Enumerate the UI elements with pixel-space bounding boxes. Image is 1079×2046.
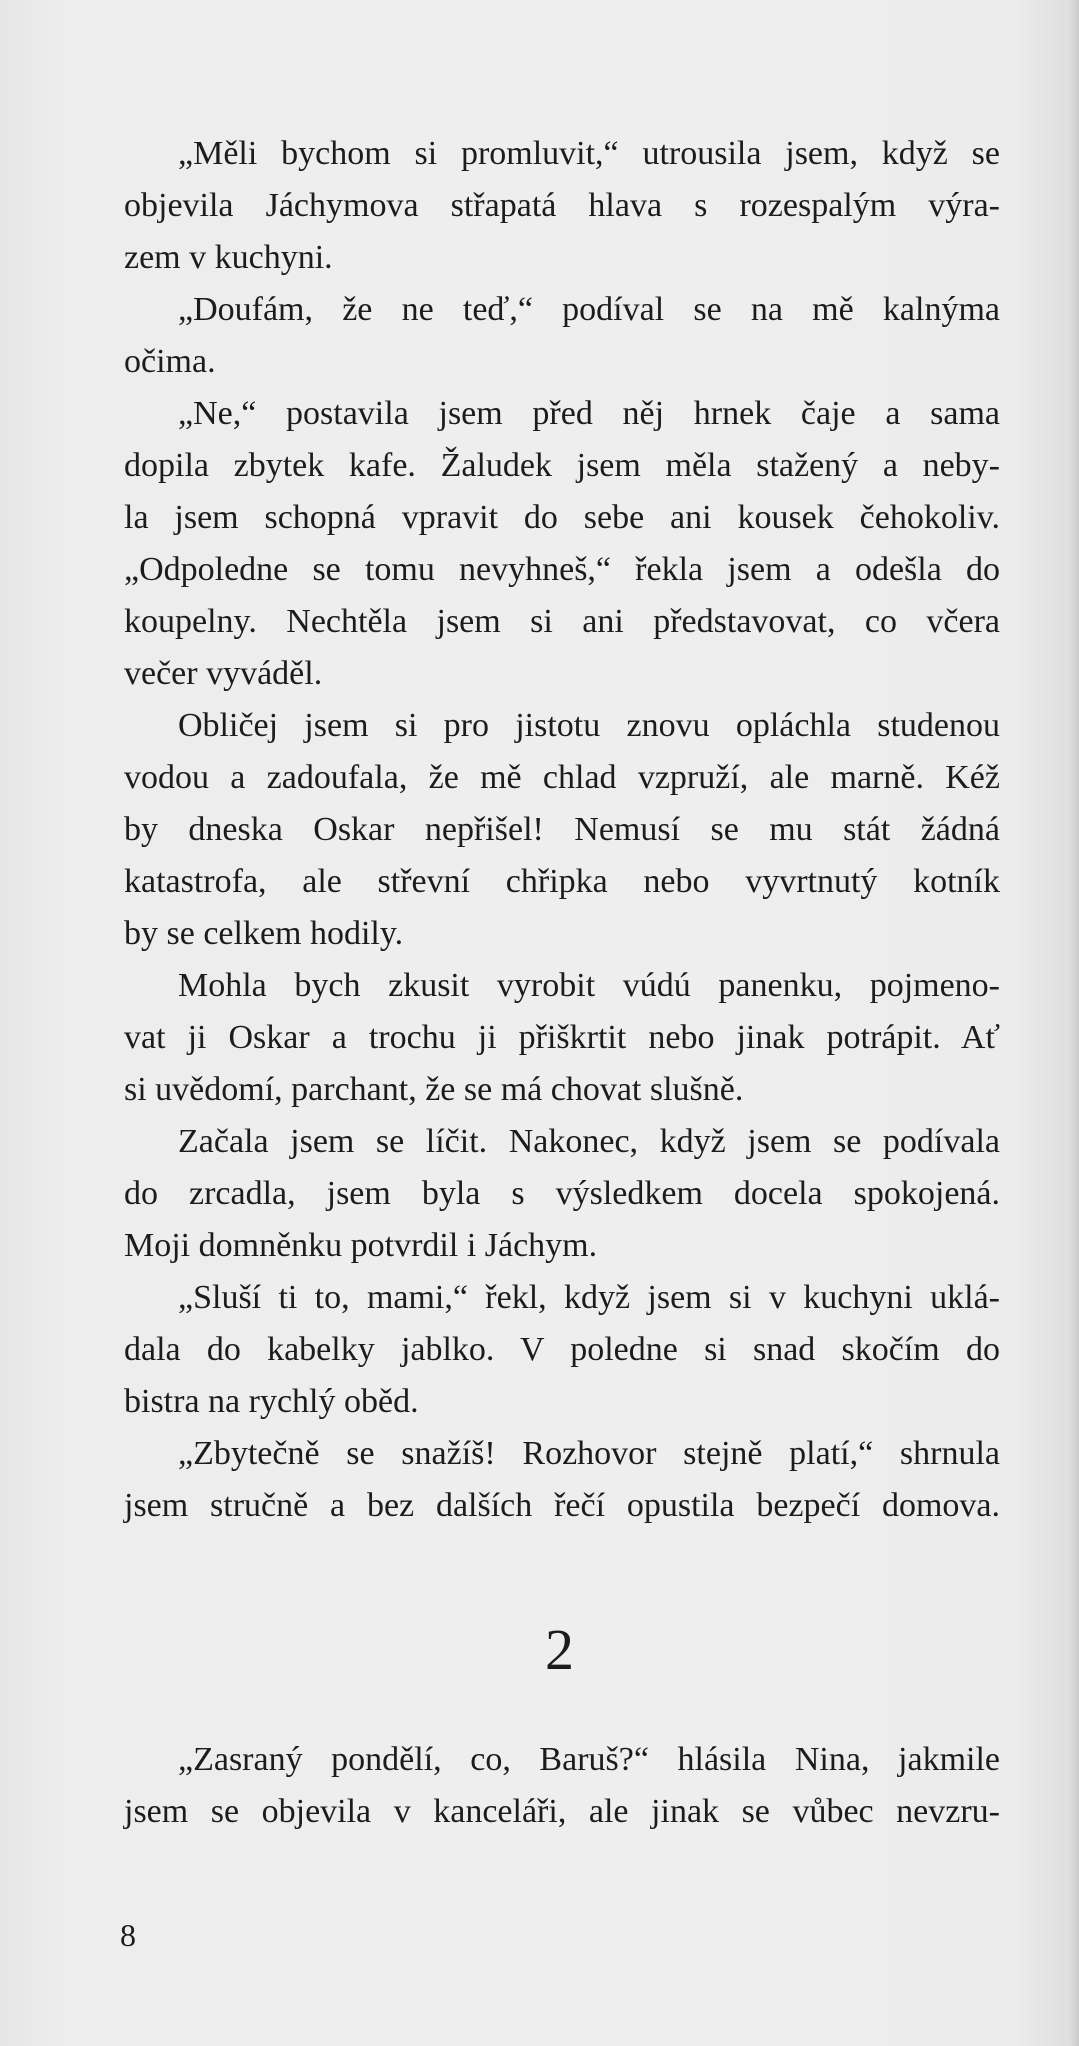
text-line: dopila zbytek kafe. Žaludek jsem měla stažený a neby- <box>124 447 1000 484</box>
text-line: do zrcadla, jsem byla s výsledkem docela spokojená. <box>124 1175 1000 1212</box>
text-line: vodou a zadoufala, že mě chlad vzpruží, ale marně. Kéž <box>124 759 1000 796</box>
text-line: „Odpoledne se tomu nevyhneš,“ řekla jsem a odešla do <box>124 551 1000 588</box>
text-line: „Sluší ti to, mami,“ řekl, když jsem si v kuchyni uklá- <box>178 1279 1000 1316</box>
body-text-section-1 <box>124 128 1000 1532</box>
text-line: vat ji Oskar a trochu ji přiškrtit nebo jinak potrápit. Ať <box>124 1019 1000 1056</box>
text-line: si uvědomí, parchant, že se má chovat slušně. <box>124 1071 744 1108</box>
text-line: jsem stručně a bez dalších řečí opustila bezpečí domova. <box>124 1487 1000 1524</box>
text-line: Moji domněnku potvrdil i Jáchym. <box>124 1227 598 1264</box>
text-line: katastrofa, ale střevní chřipka nebo vyvrtnutý kotník <box>124 863 1000 900</box>
text-line: večer vyváděl. <box>124 655 323 692</box>
text-line: by se celkem hodily. <box>124 915 404 952</box>
text-line: koupelny. Nechtěla jsem si ani představovat, co včera <box>124 603 1000 640</box>
text-line: jsem se objevila v kanceláři, ale jinak se vůbec nevzru- <box>124 1793 1000 1830</box>
text-line: „Zasraný pondělí, co, Baruš?“ hlásila Nina, jakmile <box>178 1741 1000 1778</box>
page-edge-shadow <box>1069 0 1079 2046</box>
text-line: bistra na rychlý oběd. <box>124 1383 419 1420</box>
text-line: Mohla bych zkusit vyrobit vúdú panenku, pojmeno- <box>178 967 1000 1004</box>
text-line: očima. <box>124 343 216 380</box>
text-line: zem v kuchyni. <box>124 239 333 276</box>
text-line: Začala jsem se líčit. Nakonec, když jsem se podívala <box>178 1123 1000 1160</box>
chapter-number: 2 <box>545 1617 574 1682</box>
text-line: „Zbytečně se snažíš! Rozhovor stejně platí,“ shrnula <box>178 1435 1000 1472</box>
text-line: Obličej jsem si pro jistotu znovu opláchla studenou <box>178 707 1000 744</box>
text-line: „Ne,“ postavila jsem před něj hrnek čaje a sama <box>178 395 1000 432</box>
page-number: 8 <box>120 1917 136 1953</box>
text-line: objevila Jáchymova střapatá hlava s rozespalým výra- <box>124 187 1000 224</box>
text-line: la jsem schopná vpravit do sebe ani kousek čehokoliv. <box>124 499 1000 536</box>
text-line: „Doufám, že ne teď,“ podíval se na mě kalnýma <box>178 291 1000 328</box>
text-line: by dneska Oskar nepřišel! Nemusí se mu stát žádná <box>124 811 1000 848</box>
text-line: dala do kabelky jablko. V poledne si snad skočím do <box>124 1331 1000 1368</box>
text-line: „Měli bychom si promluvit,“ utrousila jsem, když se <box>178 135 1000 172</box>
body-text-section-2 <box>124 1734 1000 1838</box>
